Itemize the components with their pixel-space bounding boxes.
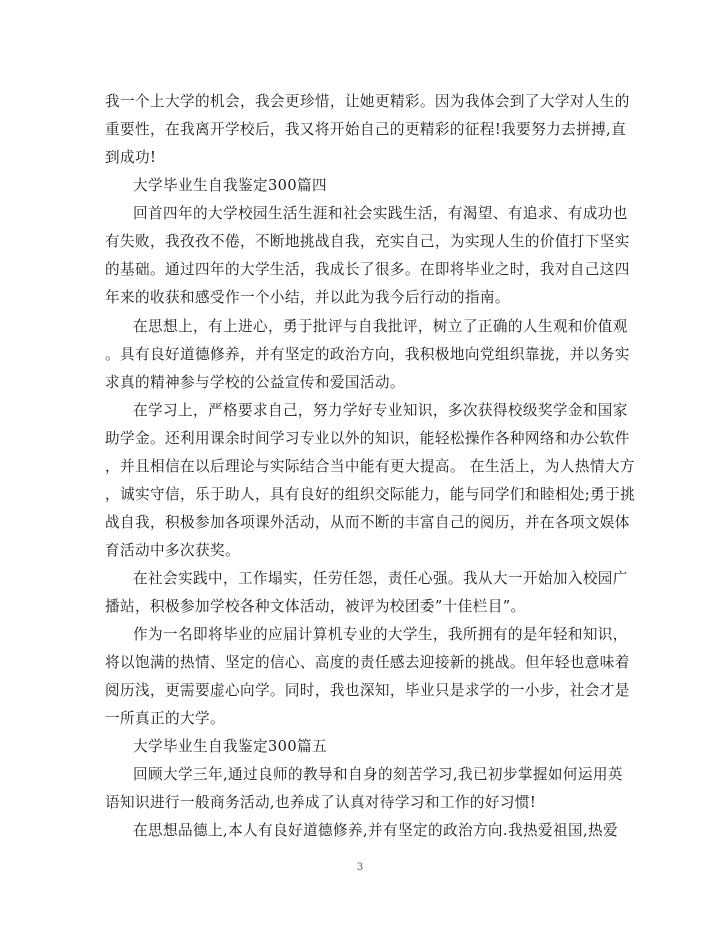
text-line: 在社会实践中，工作塌实，任劳任怨，责任心强。我从大一开始加入校园广 xyxy=(133,570,628,587)
text-line: 我一个上大学的机会，我会更珍惜，让她更精彩。因为我体会到了大学对人生的 xyxy=(105,93,630,110)
text-line: 将以饱满的热情、坚定的信心、高度的责任感去迎接新的挑战。但年轻也意味着 xyxy=(105,654,630,671)
text-line: 作为一名即将毕业的应届计算机专业的大学生，我所拥有的是年轻和知识， xyxy=(133,626,628,643)
text-line: 有失败，我孜孜不倦，不断地挑战自我，充实自己，为实现人生的价值打下坚实 xyxy=(105,233,630,250)
section-heading: 大学毕业生自我鉴定300篇四 xyxy=(133,177,327,194)
text-line: 一所真正的大学。 xyxy=(105,710,225,727)
text-line: 在学习上，严格要求自己，努力学好专业知识，多次获得校级奖学金和国家 xyxy=(133,402,628,419)
text-line: 到成功! xyxy=(105,149,157,166)
text-line: 。具有良好道德修养，并有坚定的政治方向，我积极地向党组织靠拢，并以务实 xyxy=(105,346,630,363)
text-line: 阅历浅，更需要虚心向学。同时，我也深知，毕业只是求学的一小步，社会才是 xyxy=(105,682,630,699)
text-line: 重要性，在我离开学校后，我又将开始自己的更精彩的征程!我要努力去拼搏,直 xyxy=(105,121,627,138)
text-line: 回顾大学三年,通过良师的教导和自身的刻苦学习,我已初步掌握如何运用英 xyxy=(133,766,623,783)
text-line: ，并且相信在以后理论与实际结合当中能有更大提高。 在生活上，为人热情大方 xyxy=(105,458,635,475)
section-heading: 大学毕业生自我鉴定300篇五 xyxy=(133,738,327,755)
text-line: 的基础。通过四年的大学生活，我成长了很多。在即将毕业之时，我对自己这四 xyxy=(105,261,630,278)
text-line: ，诚实守信，乐于助人，具有良好的组织交际能力，能与同学们和睦相处;勇于挑 xyxy=(105,486,636,503)
text-line: 年来的收获和感受作一个小结，并以此为我今后行动的指南。 xyxy=(105,289,510,306)
text-line: 在思想品德上,本人有良好道德修养,并有坚定的政治方向.我热爱祖国,热爱 xyxy=(133,822,618,839)
page-number: 3 xyxy=(356,862,364,873)
text-line: 播站，积极参加学校各种文体活动，被评为校团委”十佳栏目”。 xyxy=(105,598,526,615)
text-line: 助学金。还利用课余时间学习专业以外的知识，能轻松操作各种网络和办公软件 xyxy=(105,430,630,447)
text-line: 育活动中多次获奖。 xyxy=(105,542,240,559)
text-line: 求真的精神参与学校的公益宣传和爱国活动。 xyxy=(105,374,405,391)
text-line: 语知识进行一般商务活动,也养成了认真对待学习和工作的好习惯! xyxy=(105,794,537,811)
text-line: 回首四年的大学校园生活生涯和社会实践生活，有渴望、有追求、有成功也 xyxy=(133,205,628,222)
text-line: 战自我，积极参加各项课外活动，从而不断的丰富自己的阅历，并在各项文娱体 xyxy=(105,514,630,531)
text-line: 在思想上，有上进心，勇于批评与自我批评，树立了正确的人生观和价值观 xyxy=(133,318,628,335)
